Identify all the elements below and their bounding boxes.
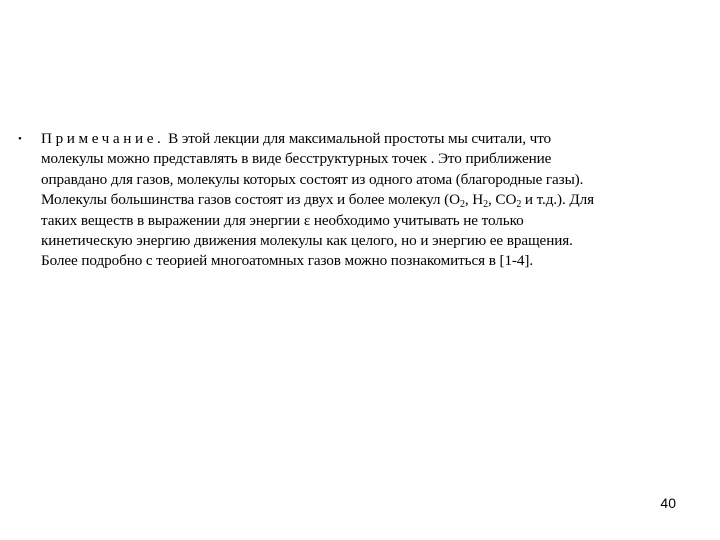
line-4-part-1: Молекулы большинства газов состоят из двух и более молекул (O [41, 191, 460, 209]
line-4-part-4: и т.д.). Для [521, 191, 595, 209]
note-line-2: молекулы можно представлять в виде бесструктурных точек . Это приближение [41, 150, 552, 168]
carbon-dioxide-subscript: 2 [516, 199, 522, 211]
note-bullet-item [18, 129, 668, 272]
note-paragraph [41, 129, 661, 272]
oxygen-subscript: 2 [459, 199, 465, 211]
note-line-5: таких веществ в выражении для энергии ε необходимо учитывать не только [41, 211, 524, 229]
bullet-marker: • [18, 133, 22, 145]
note-line-1-text: В этой лекции для максимальной простоты мы считали, что [164, 130, 552, 147]
line-4-part-3: , CO [488, 191, 517, 209]
page-number: 40 [660, 495, 676, 511]
hydrogen-subscript: 2 [483, 199, 489, 211]
note-label: Примечание. [41, 130, 165, 147]
note-line-3: оправдано для газов, молекулы которых состоят из одного атома (благородные газы). [41, 170, 584, 188]
note-line-4 [41, 190, 661, 210]
note-line-6: кинетическую энергию движения молекулы как целого, но и энергию ее вращения. [41, 231, 573, 249]
line-4-part-2: , H [464, 191, 484, 209]
note-line-1 [41, 129, 661, 149]
note-line-7: Более подробно с теорией многоатомных газов можно познакомиться в [1-4]. [41, 252, 534, 270]
